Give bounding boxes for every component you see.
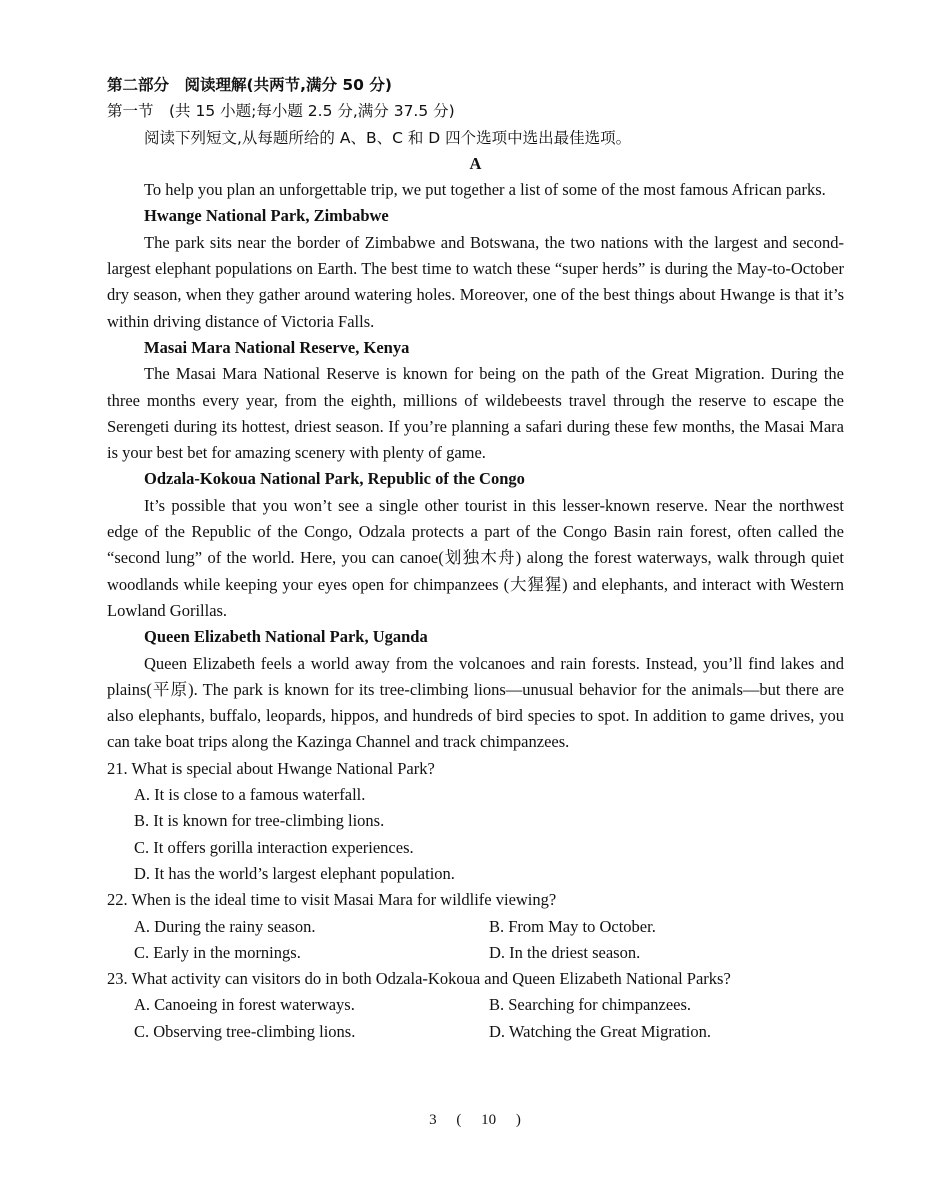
question-23-option-a: A. Canoeing in forest waterways. [134, 995, 355, 1015]
question-21-option-c: C. It offers gorilla interaction experiences. [134, 837, 414, 857]
question-22-option-d: D. In the driest season. [489, 942, 641, 962]
question-22-option-b: B. From May to October. [489, 916, 656, 936]
park-text-queen-elizabeth: Queen Elizabeth feels a world away from the volcanoes and rain forests. Instead, you’ll find lakes and plains(平原). The park is known for its tree-climbing lions—unusual behavior for the animals—but there are also elephants, buffalo, leopards, hippos, and hundreds of bird species to spot. In addition to game drives, you can take boat trips along the Kazinga Channel and track chimpanzees. [107, 653, 844, 752]
park-heading-masai-mara: Masai Mara National Reserve, Kenya [144, 337, 410, 357]
page-footer [0, 1112, 950, 1129]
passage-intro: To help you plan an unforgettable trip, we put together a list of some of the most famous African parks. [144, 180, 826, 200]
page-number: 3 [429, 1112, 437, 1128]
question-22-options-row-2 [107, 940, 844, 966]
question-22-option-a: A. During the rainy season. [134, 916, 316, 936]
instruction: 阅读下列短文,从每题所给的 A、B、C 和 D 四个选项中选出最佳选项。 [144, 128, 632, 147]
question-23-options-row-2 [107, 1019, 844, 1045]
exam-page [107, 72, 844, 1045]
section-title: 第一节 (共 15 小题;每小题 2.5 分,满分 37.5 分) [107, 102, 455, 121]
park-text-odzala: It’s possible that you won’t see a single other tourist in this lesser-known reserve. Near the northwest edge of the Republic of the Congo, Odzala protects a part of the Congo Basin rain forest, often called the “second lung” of the world. Here, you can canoe(划独木舟) along the forest waterways, walk through quiet woodlands while keeping your eyes open for chimpanzees (大猩猩) and elephants, and interact with Western Lowland Gorillas. [107, 495, 844, 620]
park-heading-queen-elizabeth: Queen Elizabeth National Park, Uganda [144, 627, 428, 647]
question-21-option-b: B. It is known for tree-climbing lions. [134, 811, 385, 831]
paren-close: ) [515, 1112, 521, 1128]
park-text-hwange: The park sits near the border of Zimbabwe and Botswana, the two nations with the largest and second-largest elephant populations on Earth. The best time to watch these “super herds” is during the May-to-October dry season, when they gather around watering holes. Moreover, one of the best things about Hwange is that it’s within driving distance of Victoria Falls. [107, 232, 844, 331]
page-total: 10 [481, 1112, 497, 1128]
question-23-option-d: D. Watching the Great Migration. [489, 1021, 711, 1041]
question-23-stem: 23. What activity can visitors do in both Odzala-Kokoua and Queen Elizabeth National Parks? [107, 969, 731, 989]
question-21-option-d: D. It has the world’s largest elephant population. [134, 863, 455, 883]
passage-label: A [469, 153, 482, 173]
park-heading-odzala: Odzala-Kokoua National Park, Republic of the Congo [144, 469, 525, 489]
question-21-option-a: A. It is close to a famous waterfall. [134, 785, 366, 805]
question-23-option-b: B. Searching for chimpanzees. [489, 995, 692, 1015]
question-22-options-row-1 [107, 914, 844, 940]
question-23-options-row-1 [107, 992, 844, 1018]
part-title: 第二部分 阅读理解(共两节,满分 50 分) [107, 76, 392, 94]
paren-open: ( [456, 1112, 462, 1128]
question-21-stem: 21. What is special about Hwange National Park? [107, 758, 435, 778]
question-22-option-c: C. Early in the mornings. [134, 942, 301, 962]
park-heading-hwange: Hwange National Park, Zimbabwe [144, 206, 389, 226]
park-text-masai-mara: The Masai Mara National Reserve is known for being on the path of the Great Migration. During the three months every year, from the eighth, millions of wildebeests travel through the reserve to escape the Serengeti during its hottest, driest season. If you’re planning a safari during these few months, the Masai Mara is your best bet for amazing scenery with plenty of game. [107, 364, 844, 463]
question-23-option-c: C. Observing tree-climbing lions. [134, 1021, 356, 1041]
question-22-stem: 22. When is the ideal time to visit Masai Mara for wildlife viewing? [107, 890, 557, 910]
